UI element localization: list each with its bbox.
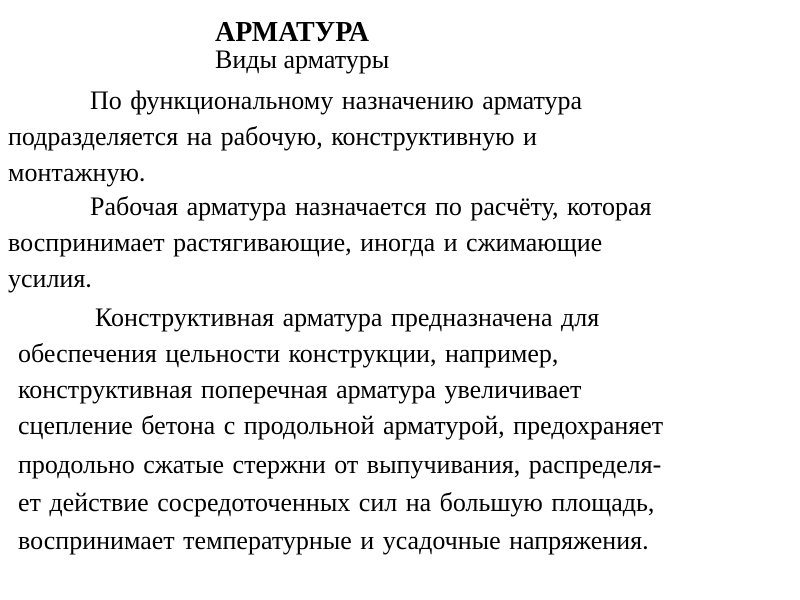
text-line: ет действие сосредоточенных сил на большую площадь, bbox=[18, 488, 655, 517]
text-line: Рабочая арматура назначается по расчёту, которая bbox=[90, 192, 652, 221]
text-line: конструктивная поперечная арматура увеличивает bbox=[18, 375, 582, 404]
page-subtitle: Виды арматуры bbox=[215, 45, 390, 74]
text-line: подразделяется на рабочую, конструктивную и bbox=[8, 122, 537, 151]
text-line: монтажную. bbox=[8, 158, 146, 187]
text-line: сцепление бетона с продольной арматурой, предохраняет bbox=[18, 411, 664, 440]
text-line: продольно сжатые стержни от выпучивания, распределя- bbox=[18, 450, 662, 479]
text-line: воспринимает температурные и усадочные напряжения. bbox=[18, 526, 649, 555]
text-line: По функциональному назначению арматура bbox=[90, 86, 583, 115]
text-line: усилия. bbox=[8, 264, 92, 293]
text-line: Конструктивная арматура предназначена для bbox=[95, 303, 600, 332]
page-title: АРМАТУРА bbox=[215, 17, 369, 48]
text-line: воспринимает растягивающие, иногда и сжимающие bbox=[8, 228, 603, 257]
text-line: обеспечения цельности конструкции, например, bbox=[18, 339, 559, 368]
